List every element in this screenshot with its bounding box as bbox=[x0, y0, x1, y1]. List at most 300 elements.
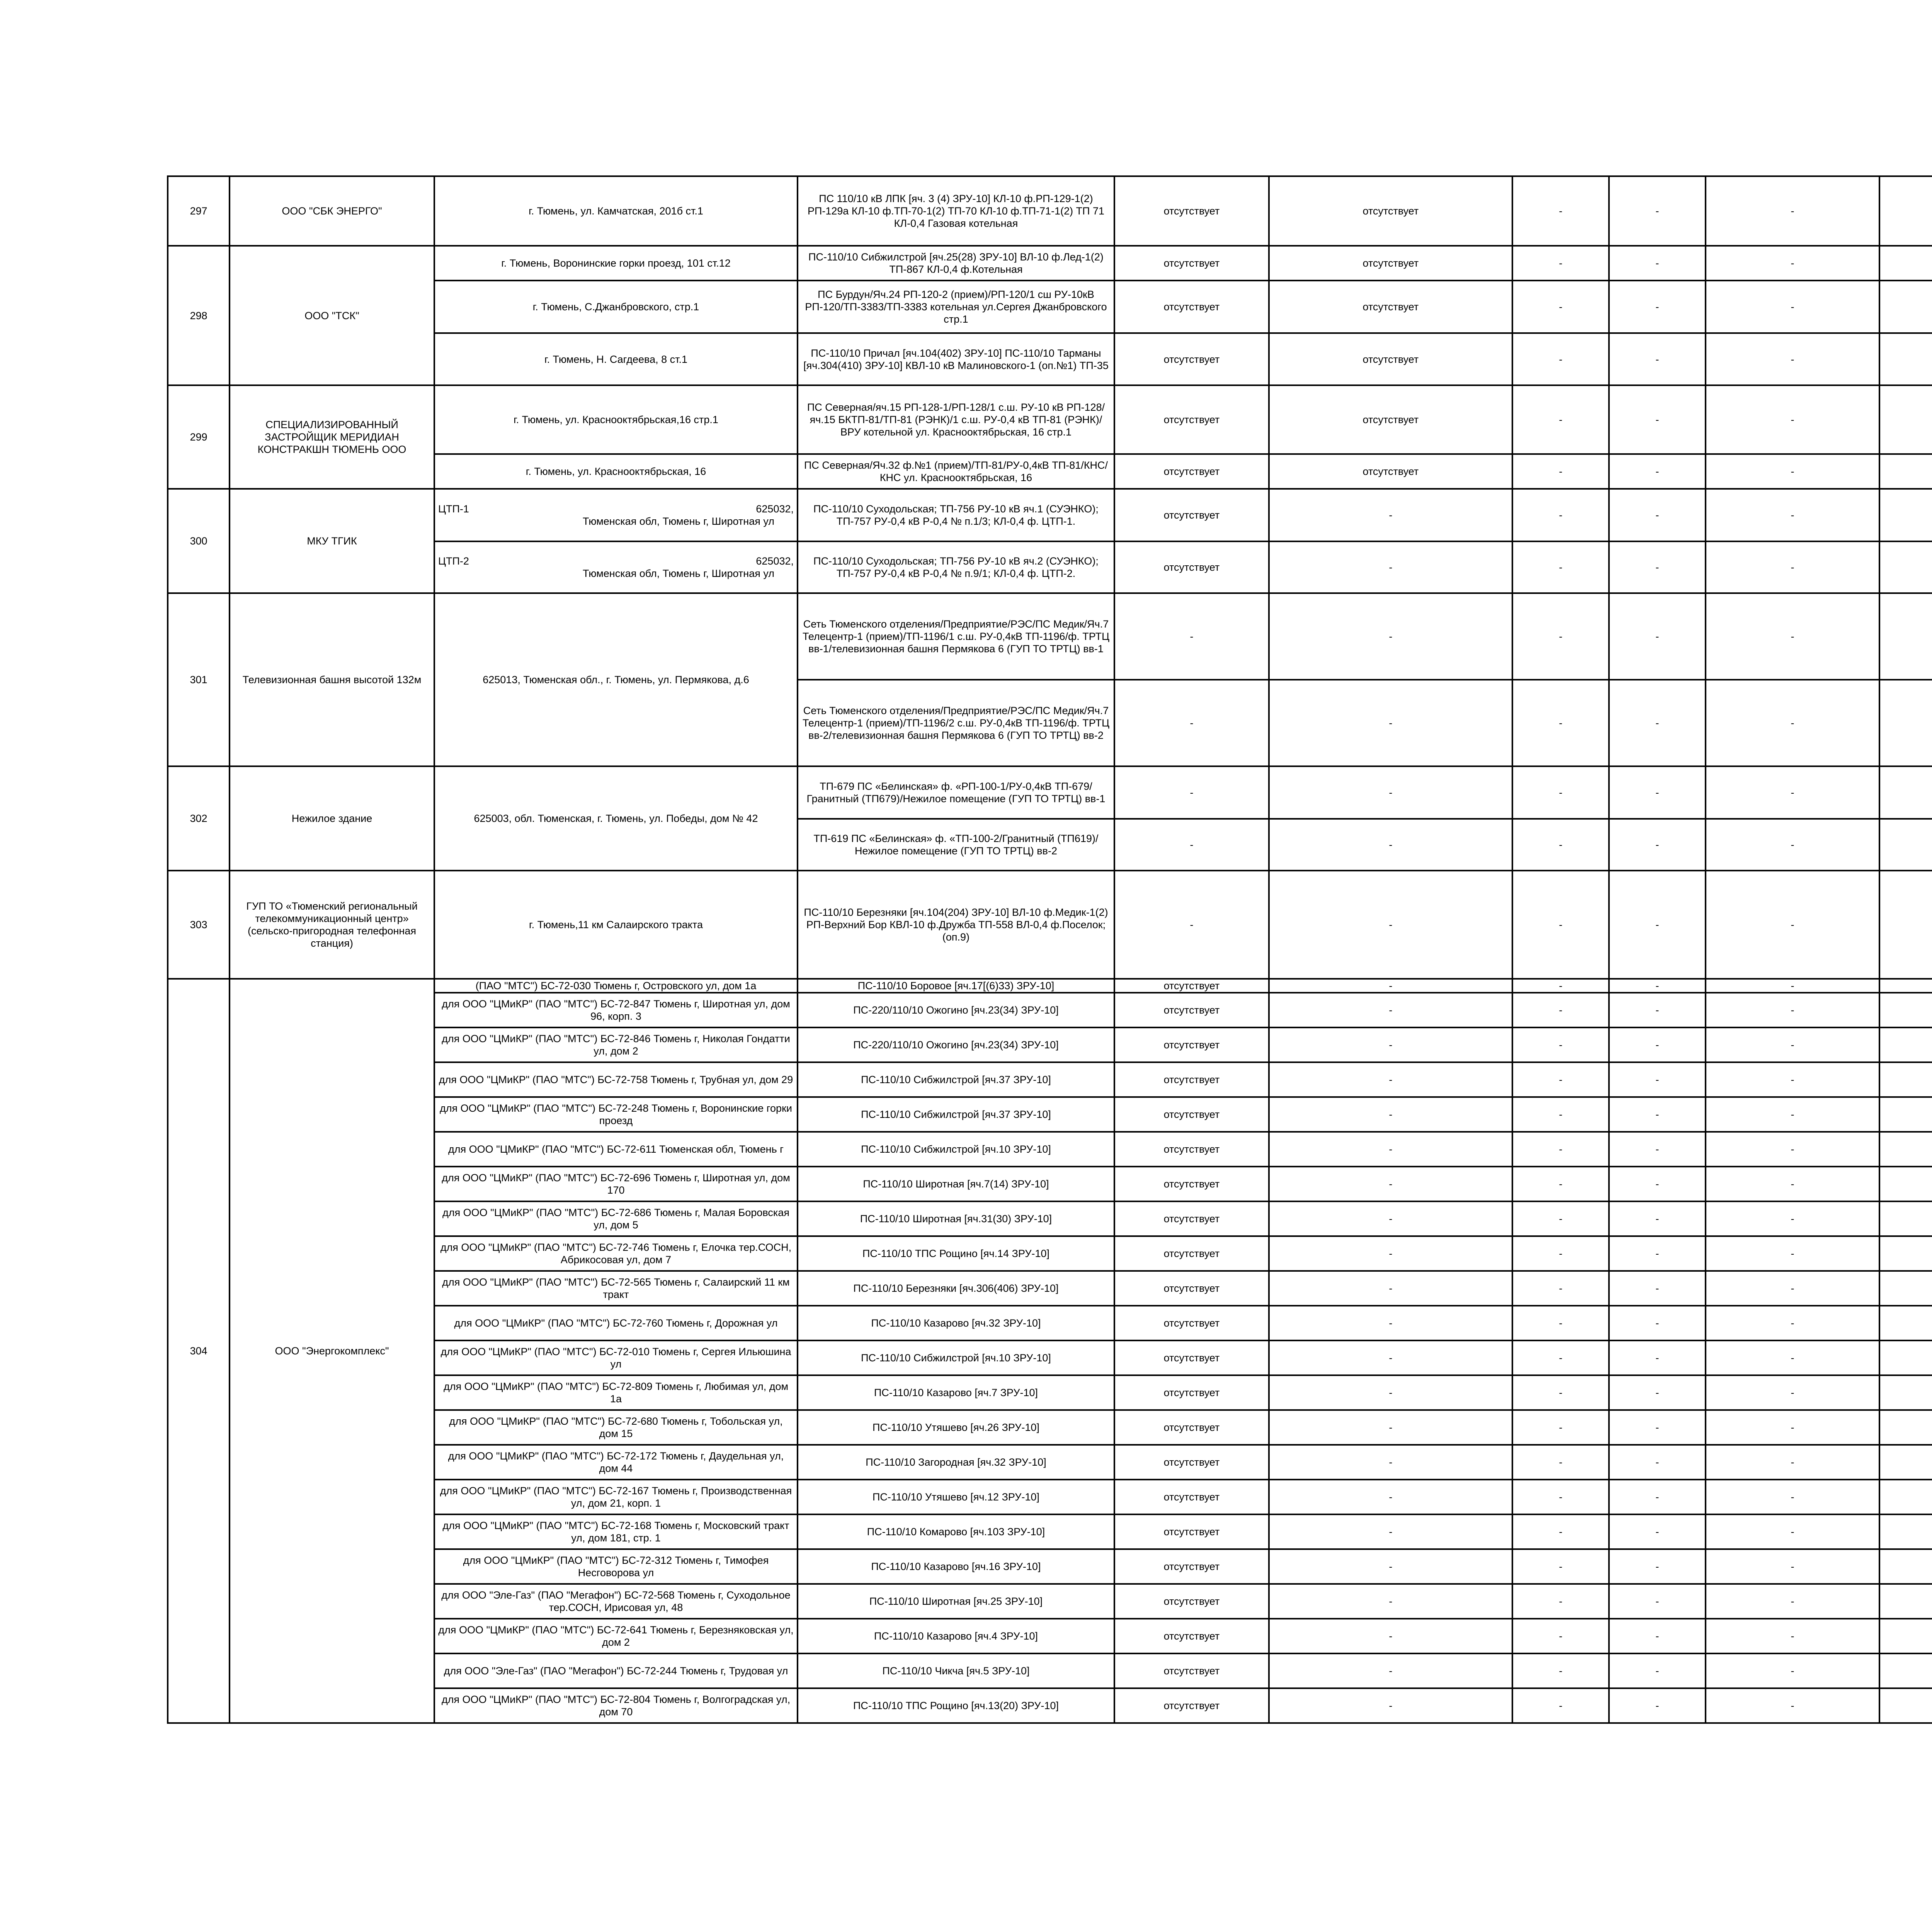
dash-cell: - bbox=[1609, 454, 1706, 489]
status-cell: отсутствует bbox=[1114, 1445, 1269, 1480]
address-cell bbox=[434, 489, 798, 541]
dash-cell: - bbox=[1706, 1549, 1879, 1584]
dash-cell: - bbox=[1609, 1619, 1706, 1653]
status-cell: отсутствует bbox=[1114, 1340, 1269, 1375]
status-cell: - bbox=[1269, 1062, 1512, 1097]
status-cell: отсутствует bbox=[1114, 1201, 1269, 1236]
dash-cell: - bbox=[1609, 1375, 1706, 1410]
dash-cell bbox=[1879, 1306, 1932, 1340]
address-cell: для ООО "Эле-Газ" (ПАО "Мегафон") БС-72-568 Тюмень г, Суходольное тер.СОСН, Ирисовая ул, 48 bbox=[434, 1584, 798, 1619]
dash-cell bbox=[1879, 1271, 1932, 1306]
dash-cell: - bbox=[1512, 871, 1609, 979]
status-cell: - bbox=[1269, 819, 1512, 871]
power-source-cell: ПС-110/10 Боровое [яч.17[(6)33) ЗРУ-10] bbox=[798, 979, 1114, 993]
status-cell: отсутствует bbox=[1114, 176, 1269, 246]
dash-cell: - bbox=[1706, 1271, 1879, 1306]
dash-cell: - bbox=[1609, 819, 1706, 871]
table-row bbox=[168, 489, 1932, 541]
dash-cell bbox=[1879, 1062, 1932, 1097]
address-text: Тюменская обл, Тюмень г, Широтная ул bbox=[582, 515, 774, 527]
status-cell: отсутствует bbox=[1114, 454, 1269, 489]
dash-cell: - bbox=[1512, 489, 1609, 541]
address-cell: г. Тюмень, ул. Краснооктябрьская, 16 bbox=[434, 454, 798, 489]
status-cell: - bbox=[1269, 1445, 1512, 1480]
power-source-cell: ПС-110/10 Сибжилстрой [яч.25(28) ЗРУ-10] ВЛ-10 ф.Лед-1(2) ТП-867 КЛ-0,4 ф.Котельная bbox=[798, 246, 1114, 281]
status-cell: отсутствует bbox=[1114, 1688, 1269, 1723]
status-cell: - bbox=[1269, 1375, 1512, 1410]
dash-cell: - bbox=[1512, 1480, 1609, 1514]
power-source-cell: ПС Северная/Яч.32 ф.№1 (прием)/ТП-81/РУ-0,4кВ ТП-81/КНС/КНС ул. Краснооктябрьская, 16 bbox=[798, 454, 1114, 489]
power-source-cell: ПС-110/10 Утяшево [яч.12 ЗРУ-10] bbox=[798, 1480, 1114, 1514]
dash-cell: - bbox=[1512, 1062, 1609, 1097]
dash-cell: - bbox=[1609, 1445, 1706, 1480]
dash-cell bbox=[1879, 1514, 1932, 1549]
organization-cell: ООО "Энергокомплекс" bbox=[230, 979, 434, 1723]
dash-cell: - bbox=[1609, 1584, 1706, 1619]
ctp-label: ЦТП-2 bbox=[438, 555, 469, 567]
status-cell: - bbox=[1269, 1167, 1512, 1201]
dash-cell bbox=[1879, 871, 1932, 979]
dash-cell bbox=[1879, 1097, 1932, 1132]
dash-cell bbox=[1879, 1653, 1932, 1688]
power-source-cell: ПС 110/10 кВ ЛПК [яч. 3 (4) ЗРУ-10] КЛ-10 ф.РП-129-1(2) РП-129а КЛ-10 ф.ТП-70-1(2) ТП-70 КЛ-10 ф.ТП-71-1(2) ТП 71 КЛ-0,4 Газовая котельная bbox=[798, 176, 1114, 246]
address-cell: для ООО "ЦМиКР" (ПАО "МТС") БС-72-686 Тюмень г, Малая Боровская ул, дом 5 bbox=[434, 1201, 798, 1236]
dash-cell: - bbox=[1609, 680, 1706, 766]
dash-cell: - bbox=[1512, 1375, 1609, 1410]
power-source-cell: ПС-110/10 Березняки [яч.104(204) ЗРУ-10] ВЛ-10 ф.Медик-1(2) РП-Верхний Бор КВЛ-10 ф.Дружба ТП-558 ВЛ-0,4 ф.Поселок; (оп.9) bbox=[798, 871, 1114, 979]
dash-cell: - bbox=[1512, 1027, 1609, 1062]
status-cell: - bbox=[1269, 1236, 1512, 1271]
status-cell: - bbox=[1269, 1514, 1512, 1549]
dash-cell: - bbox=[1706, 1236, 1879, 1271]
status-cell: - bbox=[1269, 979, 1512, 993]
dash-cell bbox=[1879, 979, 1932, 993]
status-cell: отсутствует bbox=[1114, 1027, 1269, 1062]
power-source-cell: ПС-110/10 Причал [яч.104(402) ЗРУ-10] ПС-110/10 Тарманы [яч.304(410) ЗРУ-10] КВЛ-10 кВ Малиновского-1 (оп.№1) ТП-35 bbox=[798, 333, 1114, 385]
status-cell: отсутствует bbox=[1114, 979, 1269, 993]
status-cell: - bbox=[1269, 1097, 1512, 1132]
status-cell: - bbox=[1269, 489, 1512, 541]
status-cell: - bbox=[1269, 871, 1512, 979]
status-cell: отсутствует bbox=[1114, 1619, 1269, 1653]
status-cell: - bbox=[1269, 1306, 1512, 1340]
table-row bbox=[168, 871, 1932, 979]
status-cell: отсутствует bbox=[1114, 1132, 1269, 1167]
dash-cell: - bbox=[1609, 281, 1706, 333]
organization-cell: ООО "СБК ЭНЕРГО" bbox=[230, 176, 434, 246]
status-cell: отсутствует bbox=[1114, 993, 1269, 1027]
status-cell: отсутствует bbox=[1114, 1062, 1269, 1097]
address-cell: для ООО "ЦМиКР" (ПАО "МТС") БС-72-846 Тюмень г, Николая Гондатти ул, дом 2 bbox=[434, 1027, 798, 1062]
dash-cell: - bbox=[1706, 489, 1879, 541]
dash-cell: - bbox=[1706, 541, 1879, 593]
status-cell: - bbox=[1269, 1688, 1512, 1723]
status-cell: - bbox=[1114, 819, 1269, 871]
address-cell: для ООО "ЦМиКР" (ПАО "МТС") БС-72-312 Тюмень г, Тимофея Несговорова ул bbox=[434, 1549, 798, 1584]
table-row bbox=[168, 385, 1932, 454]
dash-cell: - bbox=[1706, 979, 1879, 993]
power-source-cell: Сеть Тюменского отделения/Предприятие/РЭС/ПС Медик/Яч.7 Телецентр-1 (прием)/ТП-1196/1 с.ш. РУ-0,4кВ ТП-1196/ф. ТРТЦ вв-1/телевизионная башня Пермякова 6 (ГУП ТО ТРТЦ) вв-1 bbox=[798, 593, 1114, 680]
address-cell: для ООО "ЦМиКР" (ПАО "МТС") БС-72-804 Тюмень г, Волгоградская ул, дом 70 bbox=[434, 1688, 798, 1723]
dash-cell bbox=[1879, 1688, 1932, 1723]
dash-cell: - bbox=[1706, 385, 1879, 454]
dash-cell: - bbox=[1706, 1027, 1879, 1062]
power-source-cell: ПС-110/10 Чикча [яч.5 ЗРУ-10] bbox=[798, 1653, 1114, 1688]
dash-cell: - bbox=[1706, 176, 1879, 246]
power-source-cell: ПС-110/10 Комарово [яч.103 ЗРУ-10] bbox=[798, 1514, 1114, 1549]
status-cell: отсутствует bbox=[1269, 385, 1512, 454]
address-cell: для ООО "ЦМиКР" (ПАО "МТС") БС-72-172 Тюмень г, Даудельная ул, дом 44 bbox=[434, 1445, 798, 1480]
dash-cell bbox=[1879, 680, 1932, 766]
dash-cell: - bbox=[1706, 993, 1879, 1027]
dash-cell: - bbox=[1706, 1619, 1879, 1653]
dash-cell: - bbox=[1609, 1027, 1706, 1062]
status-cell: отсутствует bbox=[1114, 541, 1269, 593]
postal-code: 625032, bbox=[756, 555, 794, 567]
dash-cell: - bbox=[1512, 1097, 1609, 1132]
dash-cell: - bbox=[1706, 1410, 1879, 1445]
address-cell: г. Тюмень, Н. Сагдеева, 8 ст.1 bbox=[434, 333, 798, 385]
dash-cell: - bbox=[1609, 1201, 1706, 1236]
dash-cell: - bbox=[1512, 246, 1609, 281]
dash-cell: - bbox=[1706, 454, 1879, 489]
dash-cell bbox=[1879, 1584, 1932, 1619]
address-cell: г. Тюмень,11 км Салаирского тракта bbox=[434, 871, 798, 979]
status-cell: - bbox=[1269, 1271, 1512, 1306]
dash-cell: - bbox=[1706, 1132, 1879, 1167]
power-source-cell: ПС-110/10 Сибжилстрой [яч.10 ЗРУ-10] bbox=[798, 1132, 1114, 1167]
power-source-cell: ПС-110/10 Загородная [яч.32 ЗРУ-10] bbox=[798, 1445, 1114, 1480]
dash-cell: - bbox=[1512, 1619, 1609, 1653]
dash-cell: - bbox=[1706, 593, 1879, 680]
dash-cell: - bbox=[1512, 979, 1609, 993]
address-block bbox=[438, 555, 794, 580]
dash-cell: - bbox=[1609, 1132, 1706, 1167]
dash-cell: - bbox=[1609, 176, 1706, 246]
dash-cell: - bbox=[1706, 1653, 1879, 1688]
power-source-cell: ПС-110/10 Казарово [яч.32 ЗРУ-10] bbox=[798, 1306, 1114, 1340]
table-row bbox=[168, 593, 1932, 680]
power-source-cell: ПС-110/10 Широтная [яч.31(30) ЗРУ-10] bbox=[798, 1201, 1114, 1236]
status-cell: отсутствует bbox=[1114, 1410, 1269, 1445]
status-cell: отсутствует bbox=[1114, 1514, 1269, 1549]
status-cell: отсутствует bbox=[1114, 1653, 1269, 1688]
table-row bbox=[168, 766, 1932, 819]
register-table bbox=[167, 175, 1932, 1724]
dash-cell: - bbox=[1609, 1271, 1706, 1306]
record-number-cell: 300 bbox=[168, 489, 230, 593]
record-number-cell: 303 bbox=[168, 871, 230, 979]
dash-cell: - bbox=[1706, 1375, 1879, 1410]
address-cell bbox=[434, 541, 798, 593]
dash-cell: - bbox=[1706, 281, 1879, 333]
address-cell: г. Тюмень, Воронинские горки проезд, 101 ст.12 bbox=[434, 246, 798, 281]
status-cell: отсутствует bbox=[1114, 1097, 1269, 1132]
dash-cell: - bbox=[1512, 385, 1609, 454]
status-cell: - bbox=[1269, 1027, 1512, 1062]
status-cell: - bbox=[1269, 766, 1512, 819]
dash-cell: - bbox=[1512, 766, 1609, 819]
power-source-cell: ПС-110/10 Сибжилстрой [яч.10 ЗРУ-10] bbox=[798, 1340, 1114, 1375]
dash-cell: - bbox=[1512, 593, 1609, 680]
dash-cell bbox=[1879, 1410, 1932, 1445]
dash-cell: - bbox=[1512, 1236, 1609, 1271]
address-cell: для ООО "ЦМиКР" (ПАО "МТС") БС-72-680 Тюмень г, Тобольская ул, дом 15 bbox=[434, 1410, 798, 1445]
table-row bbox=[168, 246, 1932, 281]
dash-cell: - bbox=[1609, 1514, 1706, 1549]
status-cell: отсутствует bbox=[1269, 281, 1512, 333]
status-cell: - bbox=[1114, 871, 1269, 979]
dash-cell: - bbox=[1609, 1340, 1706, 1375]
dash-cell bbox=[1879, 766, 1932, 819]
power-source-cell: ПС-110/10 Суходольская; ТП-756 РУ-10 кВ яч.2 (СУЭНКО); ТП-757 РУ-0,4 кВ Р-0,4 № п.9/1; КЛ-0,4 ф. ЦТП-2. bbox=[798, 541, 1114, 593]
address-cell: 625003, обл. Тюменская, г. Тюмень, ул. Победы, дом № 42 bbox=[434, 766, 798, 871]
dash-cell bbox=[1879, 593, 1932, 680]
postal-code: 625032, bbox=[756, 503, 794, 515]
organization-cell: ООО "ТСК" bbox=[230, 246, 434, 385]
status-cell: - bbox=[1269, 593, 1512, 680]
dash-cell: - bbox=[1512, 1340, 1609, 1375]
dash-cell: - bbox=[1609, 1167, 1706, 1201]
address-cell: для ООО "ЦМиКР" (ПАО "МТС") БС-72-168 Тюмень г, Московский тракт ул, дом 181, стр. 1 bbox=[434, 1514, 798, 1549]
dash-cell bbox=[1879, 1619, 1932, 1653]
dash-cell: - bbox=[1512, 1514, 1609, 1549]
status-cell: - bbox=[1269, 1480, 1512, 1514]
dash-cell bbox=[1879, 1201, 1932, 1236]
status-cell: отсутствует bbox=[1114, 489, 1269, 541]
status-cell: отсутствует bbox=[1114, 246, 1269, 281]
dash-cell: - bbox=[1609, 1236, 1706, 1271]
dash-cell: - bbox=[1609, 979, 1706, 993]
organization-cell: СПЕЦИАЛИЗИРОВАННЫЙ ЗАСТРОЙЩИК МЕРИДИАН КОНСТРАКШН ТЮМЕНЬ ООО bbox=[230, 385, 434, 489]
dash-cell bbox=[1879, 176, 1932, 246]
power-source-cell: Сеть Тюменского отделения/Предприятие/РЭС/ПС Медик/Яч.7 Телецентр-1 (прием)/ТП-1196/2 с.ш. РУ-0,4кВ ТП-1196/ф. ТРТЦ вв-2/телевизионная башня Пермякова 6 (ГУП ТО ТРТЦ) вв-2 bbox=[798, 680, 1114, 766]
dash-cell bbox=[1879, 541, 1932, 593]
status-cell: отсутствует bbox=[1269, 333, 1512, 385]
power-source-cell: ПС-110/10 ТПС Рощино [яч.13(20) ЗРУ-10] bbox=[798, 1688, 1114, 1723]
status-cell: отсутствует bbox=[1269, 176, 1512, 246]
dash-cell bbox=[1879, 1167, 1932, 1201]
dash-cell: - bbox=[1609, 1480, 1706, 1514]
power-source-cell: ТП-619 ПС «Белинская» ф. «ТП-100-2/Гранитный (ТП619)/Нежилое помещение (ГУП ТО ТРТЦ) вв-2 bbox=[798, 819, 1114, 871]
dash-cell: - bbox=[1512, 1167, 1609, 1201]
dash-cell: - bbox=[1609, 1549, 1706, 1584]
dash-cell: - bbox=[1706, 1688, 1879, 1723]
dash-cell: - bbox=[1609, 1653, 1706, 1688]
dash-cell: - bbox=[1609, 593, 1706, 680]
dash-cell: - bbox=[1512, 1688, 1609, 1723]
dash-cell: - bbox=[1706, 1584, 1879, 1619]
address-cell: для ООО "ЦМиКР" (ПАО "МТС") БС-72-641 Тюмень г, Березняковская ул, дом 2 bbox=[434, 1619, 798, 1653]
record-number-cell: 302 bbox=[168, 766, 230, 871]
dash-cell bbox=[1879, 1375, 1932, 1410]
dash-cell: - bbox=[1609, 385, 1706, 454]
dash-cell: - bbox=[1512, 176, 1609, 246]
status-cell: - bbox=[1269, 1653, 1512, 1688]
power-source-cell: ПС-110/10 Широтная [яч.25 ЗРУ-10] bbox=[798, 1584, 1114, 1619]
record-number-cell: 298 bbox=[168, 246, 230, 385]
dash-cell bbox=[1879, 1549, 1932, 1584]
status-cell: отсутствует bbox=[1114, 1375, 1269, 1410]
ctp-label: ЦТП-1 bbox=[438, 503, 469, 515]
status-cell: отсутствует bbox=[1114, 1271, 1269, 1306]
dash-cell: - bbox=[1706, 1480, 1879, 1514]
address-cell: г. Тюмень, С.Джанбровского, стр.1 bbox=[434, 281, 798, 333]
table-row bbox=[168, 176, 1932, 246]
dash-cell bbox=[1879, 1027, 1932, 1062]
organization-cell: Нежилое здание bbox=[230, 766, 434, 871]
dash-cell bbox=[1879, 454, 1932, 489]
power-source-cell: ПС-110/10 Казарово [яч.7 ЗРУ-10] bbox=[798, 1375, 1114, 1410]
organization-cell: МКУ ТГИК bbox=[230, 489, 434, 593]
address-cell: для ООО "ЦМиКР" (ПАО "МТС") БС-72-746 Тюмень г, Елочка тер.СОСН, Абрикосовая ул, дом 7 bbox=[434, 1236, 798, 1271]
dash-cell: - bbox=[1706, 1062, 1879, 1097]
address-cell: для ООО "ЦМиКР" (ПАО "МТС") БС-72-760 Тюмень г, Дорожная ул bbox=[434, 1306, 798, 1340]
dash-cell: - bbox=[1609, 993, 1706, 1027]
address-cell: для ООО "ЦМиКР" (ПАО "МТС") БС-72-565 Тюмень г, Салаирский 11 км тракт bbox=[434, 1271, 798, 1306]
status-cell: отсутствует bbox=[1269, 454, 1512, 489]
dash-cell: - bbox=[1609, 1410, 1706, 1445]
status-cell: отсутствует bbox=[1114, 1306, 1269, 1340]
organization-cell: ГУП ТО «Тюменский региональный телекоммуникационный центр» (сельско-пригородная телефонная станция) bbox=[230, 871, 434, 979]
dash-cell bbox=[1879, 1445, 1932, 1480]
address-cell: (ПАО "МТС") БС-72-030 Тюмень г, Островского ул, дом 1а bbox=[434, 979, 798, 993]
address-text: Тюменская обл, Тюмень г, Широтная ул bbox=[582, 568, 774, 579]
power-source-cell: ПС-110/10 ТПС Рощино [яч.14 ЗРУ-10] bbox=[798, 1236, 1114, 1271]
address-cell: для ООО "ЦМиКР" (ПАО "МТС") БС-72-611 Тюменская обл, Тюмень г bbox=[434, 1132, 798, 1167]
power-source-cell: ПС-220/110/10 Ожогино [яч.23(34) ЗРУ-10] bbox=[798, 993, 1114, 1027]
dash-cell: - bbox=[1512, 541, 1609, 593]
status-cell: - bbox=[1269, 1584, 1512, 1619]
dash-cell: - bbox=[1706, 1340, 1879, 1375]
dash-cell: - bbox=[1512, 333, 1609, 385]
dash-cell: - bbox=[1609, 1688, 1706, 1723]
status-cell: отсутствует bbox=[1114, 333, 1269, 385]
dash-cell bbox=[1879, 1132, 1932, 1167]
status-cell: - bbox=[1114, 766, 1269, 819]
address-cell: г. Тюмень, ул. Краснооктябрьская,16 стр.1 bbox=[434, 385, 798, 454]
power-source-cell: ПС-110/10 Казарово [яч.16 ЗРУ-10] bbox=[798, 1549, 1114, 1584]
status-cell: отсутствует bbox=[1114, 1480, 1269, 1514]
address-cell: для ООО "ЦМиКР" (ПАО "МТС") БС-72-809 Тюмень г, Любимая ул, дом 1а bbox=[434, 1375, 798, 1410]
dash-cell: - bbox=[1609, 333, 1706, 385]
dash-cell: - bbox=[1706, 333, 1879, 385]
status-cell: отсутствует bbox=[1114, 1584, 1269, 1619]
address-cell: для ООО "ЦМиКР" (ПАО "МТС") БС-72-847 Тюмень г, Широтная ул, дом 96, корп. 3 bbox=[434, 993, 798, 1027]
dash-cell bbox=[1879, 1236, 1932, 1271]
dash-cell: - bbox=[1512, 1445, 1609, 1480]
status-cell: - bbox=[1269, 541, 1512, 593]
status-cell: - bbox=[1269, 993, 1512, 1027]
dash-cell: - bbox=[1512, 1410, 1609, 1445]
dash-cell: - bbox=[1609, 1097, 1706, 1132]
dash-cell bbox=[1879, 489, 1932, 541]
record-number-cell: 301 bbox=[168, 593, 230, 766]
dash-cell: - bbox=[1512, 454, 1609, 489]
address-cell: для ООО "Эле-Газ" (ПАО "Мегафон") БС-72-244 Тюмень г, Трудовая ул bbox=[434, 1653, 798, 1688]
dash-cell bbox=[1879, 819, 1932, 871]
dash-cell bbox=[1879, 993, 1932, 1027]
dash-cell bbox=[1879, 385, 1932, 454]
dash-cell: - bbox=[1512, 1271, 1609, 1306]
dash-cell: - bbox=[1706, 871, 1879, 979]
status-cell: - bbox=[1269, 1132, 1512, 1167]
status-cell: отсутствует bbox=[1114, 1549, 1269, 1584]
dash-cell: - bbox=[1609, 1306, 1706, 1340]
dash-cell: - bbox=[1512, 819, 1609, 871]
table-body bbox=[168, 176, 1932, 1723]
status-cell: отсутствует bbox=[1114, 1236, 1269, 1271]
power-source-cell: ПС Северная/яч.15 РП-128-1/РП-128/1 с.ш. РУ-10 кВ РП-128/яч.15 БКТП-81/ТП-81 (РЭНК)/1 с.ш. РУ-0,4 кВ ТП-81 (РЭНК)/ВРУ котельной ул. Краснооктябрьская, 16 стр.1 bbox=[798, 385, 1114, 454]
record-number-cell: 304 bbox=[168, 979, 230, 1723]
power-source-cell: ПС Бурдун/Яч.24 РП-120-2 (прием)/РП-120/1 сш РУ-10кВ РП-120/ТП-3383/ТП-3383 котельная ул.Сергея Джанбровского стр.1 bbox=[798, 281, 1114, 333]
status-cell: - bbox=[1114, 593, 1269, 680]
dash-cell: - bbox=[1512, 281, 1609, 333]
status-cell: отсутствует bbox=[1114, 385, 1269, 454]
status-cell: - bbox=[1269, 1410, 1512, 1445]
address-cell: для ООО "ЦМиКР" (ПАО "МТС") БС-72-696 Тюмень г, Широтная ул, дом 170 bbox=[434, 1167, 798, 1201]
status-cell: - bbox=[1269, 1201, 1512, 1236]
address-cell: для ООО "ЦМиКР" (ПАО "МТС") БС-72-758 Тюмень г, Трубная ул, дом 29 bbox=[434, 1062, 798, 1097]
dash-cell: - bbox=[1706, 1097, 1879, 1132]
status-cell: - bbox=[1269, 1549, 1512, 1584]
dash-cell: - bbox=[1706, 766, 1879, 819]
dash-cell: - bbox=[1512, 1549, 1609, 1584]
power-source-cell: ПС-110/10 Суходольская; ТП-756 РУ-10 кВ яч.1 (СУЭНКО); ТП-757 РУ-0,4 кВ Р-0,4 № п.1/3; КЛ-0,4 ф. ЦТП-1. bbox=[798, 489, 1114, 541]
dash-cell: - bbox=[1609, 1062, 1706, 1097]
organization-cell: Телевизионная башня высотой 132м bbox=[230, 593, 434, 766]
dash-cell: - bbox=[1512, 1201, 1609, 1236]
record-number-cell: 297 bbox=[168, 176, 230, 246]
dash-cell: - bbox=[1512, 680, 1609, 766]
dash-cell: - bbox=[1706, 819, 1879, 871]
status-cell: - bbox=[1269, 1619, 1512, 1653]
dash-cell: - bbox=[1706, 1514, 1879, 1549]
power-source-cell: ПС-110/10 Сибжилстрой [яч.37 ЗРУ-10] bbox=[798, 1097, 1114, 1132]
power-source-cell: ПС-110/10 Казарово [яч.4 ЗРУ-10] bbox=[798, 1619, 1114, 1653]
dash-cell: - bbox=[1609, 871, 1706, 979]
status-cell: - bbox=[1269, 680, 1512, 766]
status-cell: - bbox=[1114, 680, 1269, 766]
dash-cell: - bbox=[1706, 1167, 1879, 1201]
dash-cell: - bbox=[1512, 1132, 1609, 1167]
dash-cell: - bbox=[1706, 246, 1879, 281]
dash-cell bbox=[1879, 1340, 1932, 1375]
status-cell: отсутствует bbox=[1114, 1167, 1269, 1201]
address-cell: для ООО "ЦМиКР" (ПАО "МТС") БС-72-167 Тюмень г, Производственная ул, дом 21, корп. 1 bbox=[434, 1480, 798, 1514]
dash-cell bbox=[1879, 281, 1932, 333]
record-number-cell: 299 bbox=[168, 385, 230, 489]
dash-cell: - bbox=[1512, 1306, 1609, 1340]
status-cell: отсутствует bbox=[1269, 246, 1512, 281]
address-cell: для ООО "ЦМиКР" (ПАО "МТС") БС-72-010 Тюмень г, Сергея Ильюшина ул bbox=[434, 1340, 798, 1375]
dash-cell bbox=[1879, 333, 1932, 385]
dash-cell: - bbox=[1706, 1201, 1879, 1236]
status-cell: отсутствует bbox=[1114, 281, 1269, 333]
dash-cell bbox=[1879, 246, 1932, 281]
dash-cell: - bbox=[1609, 489, 1706, 541]
dash-cell: - bbox=[1609, 541, 1706, 593]
dash-cell: - bbox=[1609, 246, 1706, 281]
power-source-cell: ТП-679 ПС «Белинская» ф. «РП-100-1/РУ-0,4кВ ТП-679/Гранитный (ТП679)/Нежилое помещение (ГУП ТО ТРТЦ) вв-1 bbox=[798, 766, 1114, 819]
dash-cell: - bbox=[1609, 766, 1706, 819]
power-source-cell: ПС-220/110/10 Ожогино [яч.23(34) ЗРУ-10] bbox=[798, 1027, 1114, 1062]
dash-cell: - bbox=[1706, 1445, 1879, 1480]
address-block bbox=[438, 503, 794, 527]
power-source-cell: ПС-110/10 Березняки [яч.306(406) ЗРУ-10] bbox=[798, 1271, 1114, 1306]
power-source-cell: ПС-110/10 Утяшево [яч.26 ЗРУ-10] bbox=[798, 1410, 1114, 1445]
dash-cell: - bbox=[1512, 1653, 1609, 1688]
